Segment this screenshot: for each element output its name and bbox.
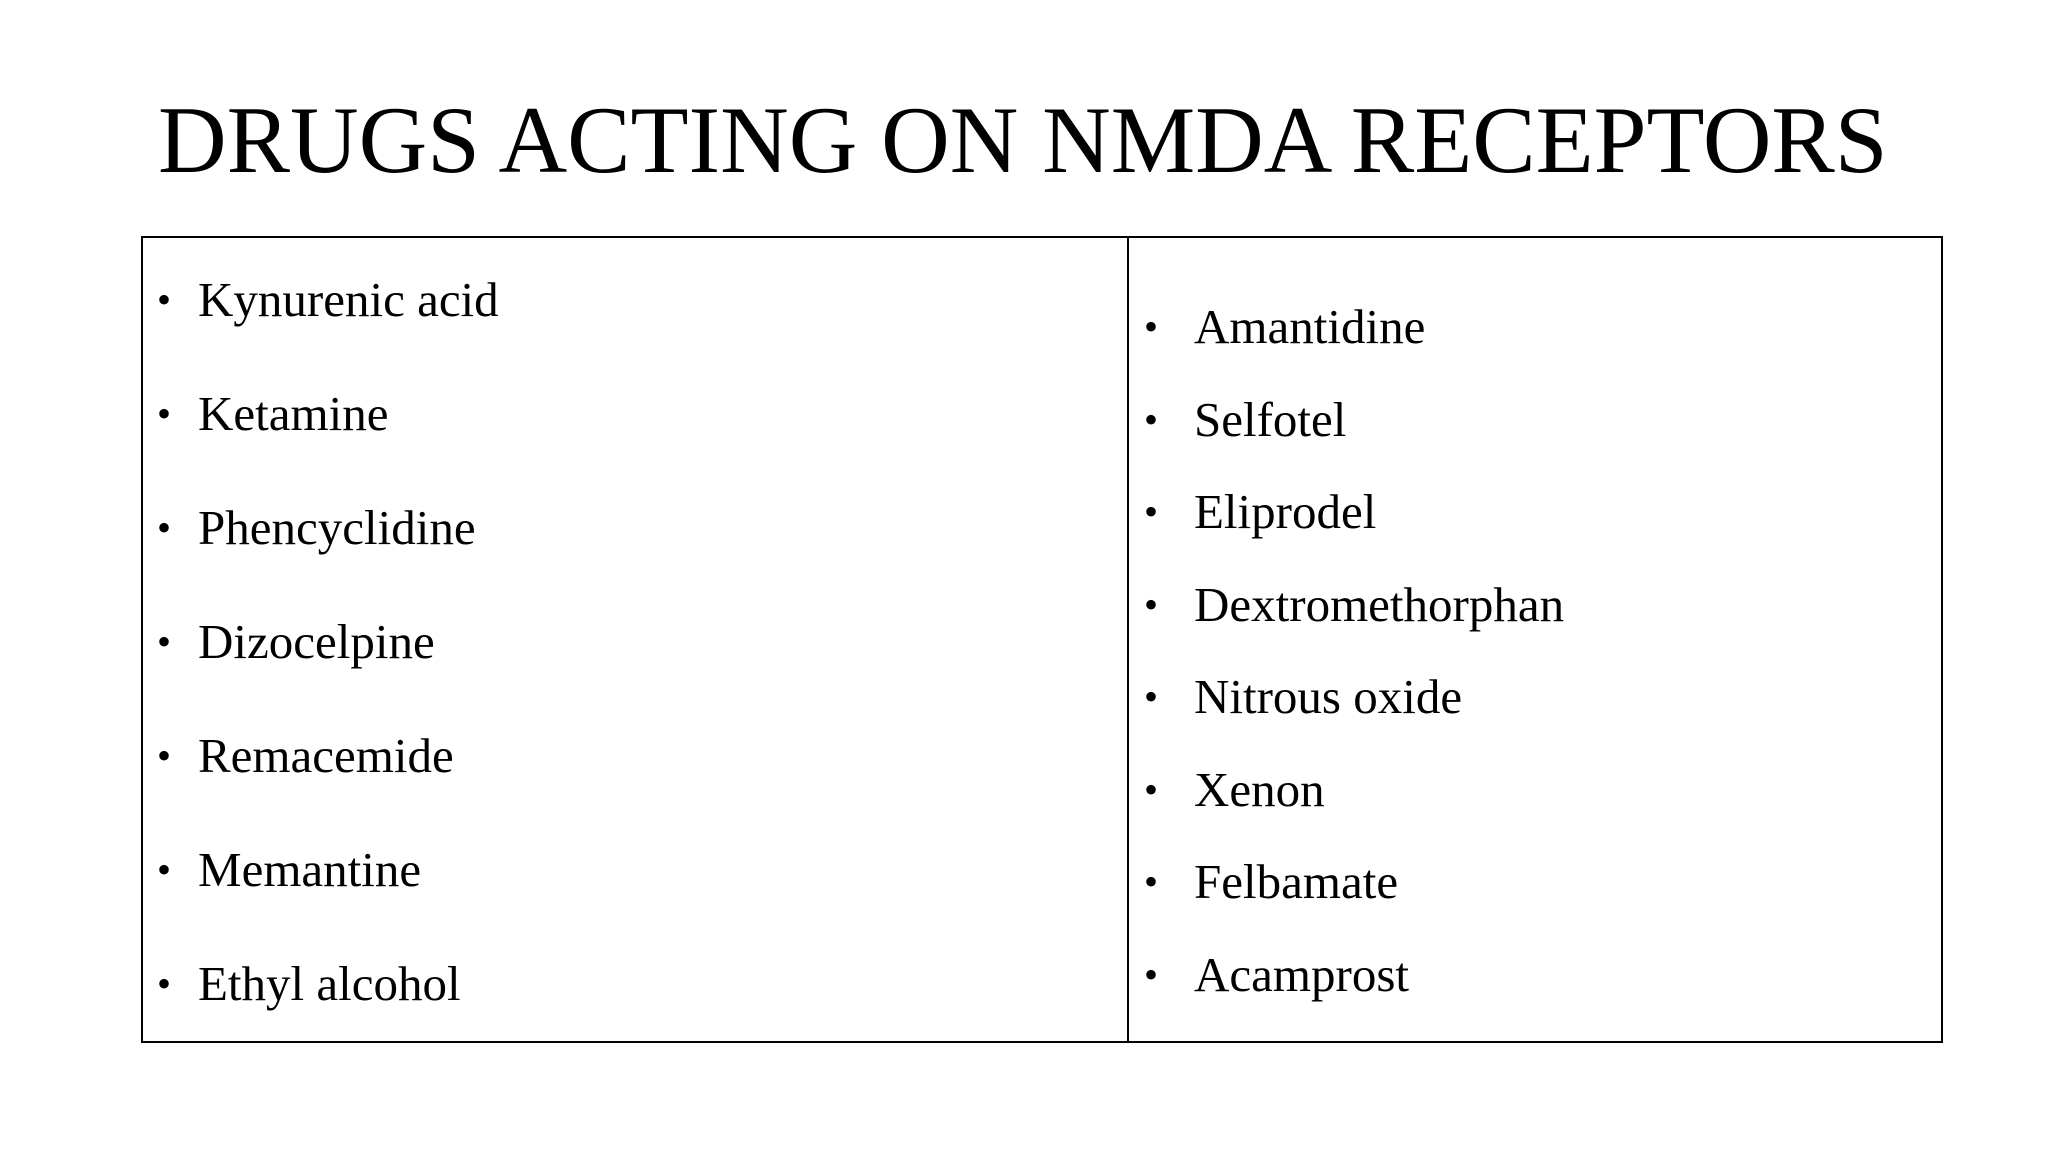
drug-name: Eliprodel xyxy=(1194,484,1377,539)
drug-name: Nitrous oxide xyxy=(1194,669,1463,724)
drug-item xyxy=(143,954,1127,1068)
bullet-icon: • xyxy=(1144,951,1159,997)
bullet-icon: • xyxy=(157,847,172,892)
drug-item xyxy=(1129,575,1941,668)
right-column xyxy=(1129,238,1941,1041)
drug-item xyxy=(1129,852,1941,945)
bullet-icon: • xyxy=(157,505,172,550)
drug-item xyxy=(1129,945,1941,1038)
drug-name: Phencyclidine xyxy=(198,500,476,555)
drug-item xyxy=(143,840,1127,954)
drug-item xyxy=(143,726,1127,840)
drug-item xyxy=(143,612,1127,726)
drug-name: Memantine xyxy=(198,842,422,897)
drug-name: Felbamate xyxy=(1194,854,1399,909)
bullet-icon: • xyxy=(1144,859,1159,904)
drug-item xyxy=(1129,667,1941,760)
right-drug-list xyxy=(1129,297,1941,1037)
drug-name: Amantidine xyxy=(1194,299,1426,354)
bullet-icon: • xyxy=(157,277,172,322)
drug-item xyxy=(143,384,1127,498)
drug-name: Kynurenic acid xyxy=(198,272,499,327)
drug-item xyxy=(1129,297,1941,390)
left-drug-list xyxy=(143,270,1127,1068)
drug-name: Xenon xyxy=(1194,761,1325,817)
bullet-icon: • xyxy=(1144,674,1159,719)
drug-name: Remacemide xyxy=(198,728,454,783)
drug-item xyxy=(143,498,1127,612)
bullet-icon: • xyxy=(157,961,172,1006)
drug-name: Ethyl alcohol xyxy=(198,956,461,1011)
drug-item xyxy=(1129,760,1941,853)
bullet-icon: • xyxy=(157,733,172,778)
drug-item xyxy=(1129,482,1941,575)
drug-name: Dizocelpine xyxy=(198,614,435,669)
bullet-icon: • xyxy=(1144,766,1159,812)
drug-name: Acamprost xyxy=(1194,946,1409,1002)
drug-name: Dextromethorphan xyxy=(1194,576,1565,632)
bullet-icon: • xyxy=(157,619,172,664)
bullet-icon: • xyxy=(1144,396,1159,442)
drug-name: Selfotel xyxy=(1194,391,1347,447)
bullet-icon: • xyxy=(1144,304,1159,349)
bullet-icon: • xyxy=(1144,489,1159,534)
slide-title: DRUGS ACTING ON NMDA RECEPTORS xyxy=(158,87,1888,193)
bullet-icon: • xyxy=(157,391,172,436)
left-column xyxy=(143,238,1129,1041)
drug-name: Ketamine xyxy=(198,386,389,441)
drug-table xyxy=(141,236,1943,1043)
drug-item xyxy=(1129,390,1941,483)
drug-item xyxy=(143,270,1127,384)
bullet-icon: • xyxy=(1144,581,1159,627)
